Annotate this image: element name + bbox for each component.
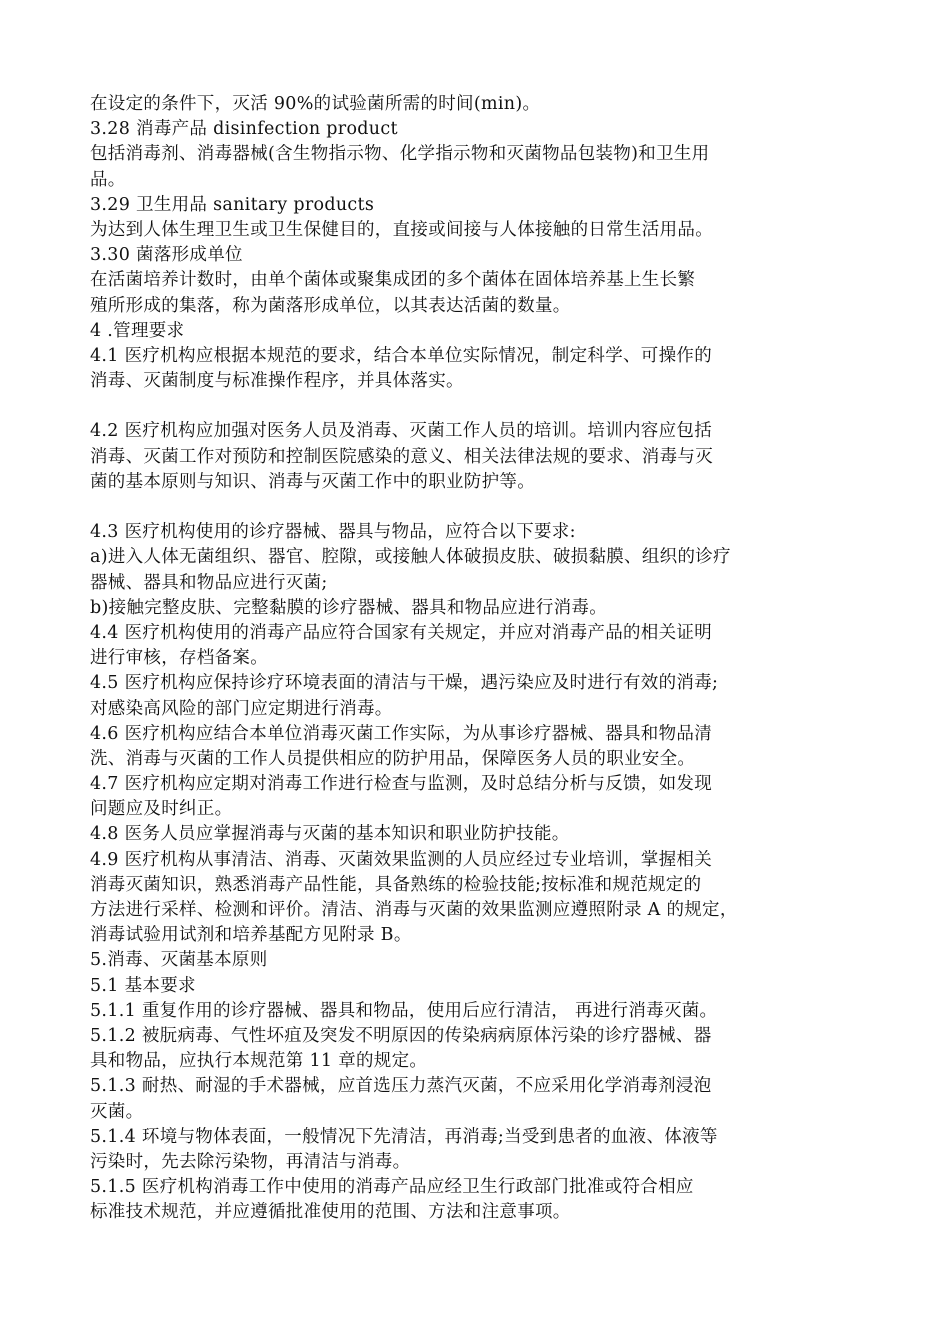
text-line: 5.1.4 环境与物体表面，一般情况下先清洁，再消毒;当受到患者的血液、体液等 bbox=[90, 1126, 718, 1147]
section-heading: 3.30 菌落形成单位 bbox=[90, 245, 243, 266]
text-line: 4.5 医疗机构应保持诊疗环境表面的清洁与干燥，遇污染应及时进行有效的消毒; bbox=[90, 673, 719, 694]
text-line: a)进入人体无菌组织、器官、腔隙，或接触人体破损皮肤、破损黏膜、组织的诊疗 bbox=[90, 547, 731, 568]
text-line: 洗、消毒与灭菌的工作人员提供相应的防护用品，保障医务人员的职业安全。 bbox=[90, 748, 696, 769]
text-line: 对感染高风险的部门应定期进行消毒。 bbox=[90, 698, 393, 719]
blank-line bbox=[90, 394, 880, 419]
text-line: 在设定的条件下，灭活 90%的试验菌所需的时间(min)。 bbox=[90, 94, 541, 114]
text-line: 灭菌。 bbox=[90, 1101, 144, 1122]
text-line: 消毒试验用试剂和培养基配方见附录 B。 bbox=[90, 925, 412, 946]
text-line: 4.1 医疗机构应根据本规范的要求，结合本单位实际情况，制定科学、可操作的 bbox=[90, 345, 712, 366]
text-line: 消毒、灭菌制度与标准操作程序，并具体落实。 bbox=[90, 371, 464, 392]
blank-line bbox=[90, 495, 880, 520]
document-body bbox=[90, 92, 880, 1225]
text-line: 4.3 医疗机构使用的诊疗器械、器具与物品，应符合以下要求: bbox=[90, 522, 576, 543]
text-line: 5.1.5 医疗机构消毒工作中使用的消毒产品应经卫生行政部门批准或符合相应 bbox=[90, 1177, 694, 1198]
text-line: 器械、器具和物品应进行灭菌; bbox=[90, 572, 328, 593]
text-line: 问题应及时纠正。 bbox=[90, 799, 233, 820]
text-line: 污染时，先去除污染物，再清洁与消毒。 bbox=[90, 1151, 411, 1172]
text-line: 4.7 医疗机构应定期对消毒工作进行检查与监测，及时总结分析与反馈，如发现 bbox=[90, 774, 712, 795]
text-line: 4.9 医疗机构从事清洁、消毒、灭菌效果监测的人员应经过专业培训，掌握相关 bbox=[90, 849, 712, 870]
text-line: 4.6 医疗机构应结合本单位消毒灭菌工作实际，为从事诊疗器械、器具和物品清 bbox=[90, 723, 712, 744]
text-line: 品。 bbox=[90, 169, 126, 190]
section-heading: 5.消毒、灭菌基本原则 bbox=[90, 950, 268, 971]
text-line: 5.1.1 重复作用的诊疗器械、器具和物品，使用后应行清洁， 再进行消毒灭菌。 bbox=[90, 1000, 718, 1021]
text-line: 消毒、灭菌工作对预防和控制医院感染的意义、相关法律法规的要求、消毒与灭 bbox=[90, 446, 713, 467]
text-line: 包括消毒剂、消毒器械(含生物指示物、化学指示物和灭菌物品包装物)和卫生用 bbox=[90, 144, 710, 165]
text-line: 为达到人体生理卫生或卫生保健目的，直接或间接与人体接触的日常生活用品。 bbox=[90, 219, 713, 240]
text-line: 4.8 医务人员应掌握消毒与灭菌的基本知识和职业防护技能。 bbox=[90, 824, 570, 845]
text-line: 进行审核，存档备案。 bbox=[90, 648, 268, 669]
section-heading: 5.1 基本要求 bbox=[90, 975, 196, 996]
text-line: 标准技术规范，并应遵循批准使用的范围、方法和注意事项。 bbox=[90, 1202, 571, 1223]
section-heading: 3.29 卫生用品 sanitary products bbox=[90, 194, 375, 215]
text-line: 菌的基本原则与知识、消毒与灭菌工作中的职业防护等。 bbox=[90, 471, 535, 492]
text-line: 在活菌培养计数时，由单个菌体或聚集成团的多个菌体在固体培养基上生长繁 bbox=[90, 270, 696, 291]
text-line: 具和物品，应执行本规范第 11 章的规定。 bbox=[90, 1051, 428, 1072]
text-line: 消毒灭菌知识，熟悉消毒产品性能，具备熟练的检验技能;按标准和规范规定的 bbox=[90, 874, 702, 895]
section-heading: 4 .管理要求 bbox=[90, 320, 185, 341]
text-line: 5.1.3 耐热、耐湿的手术器械，应首选压力蒸汽灭菌，不应采用化学消毒剂浸泡 bbox=[90, 1076, 712, 1097]
text-line: 5.1.2 被朊病毒、气性坏疽及突发不明原因的传染病病原体污染的诊疗器械、器 bbox=[90, 1025, 712, 1046]
text-line: 4.2 医疗机构应加强对医务人员及消毒、灭菌工作人员的培训。培训内容应包括 bbox=[90, 421, 712, 442]
text-line: 殖所形成的集落，称为菌落形成单位，以其表达活菌的数量。 bbox=[90, 295, 571, 316]
section-heading: 3.28 消毒产品 disinfection product bbox=[90, 119, 398, 140]
text-line: 4.4 医疗机构使用的消毒产品应符合国家有关规定，并应对消毒产品的相关证明 bbox=[90, 622, 712, 643]
text-line: b)接触完整皮肤、完整黏膜的诊疗器械、器具和物品应进行消毒。 bbox=[90, 597, 608, 618]
text-line: 方法进行采样、检测和评价。清洁、消毒与灭菌的效果监测应遵照附录 A 的规定， bbox=[90, 900, 738, 920]
